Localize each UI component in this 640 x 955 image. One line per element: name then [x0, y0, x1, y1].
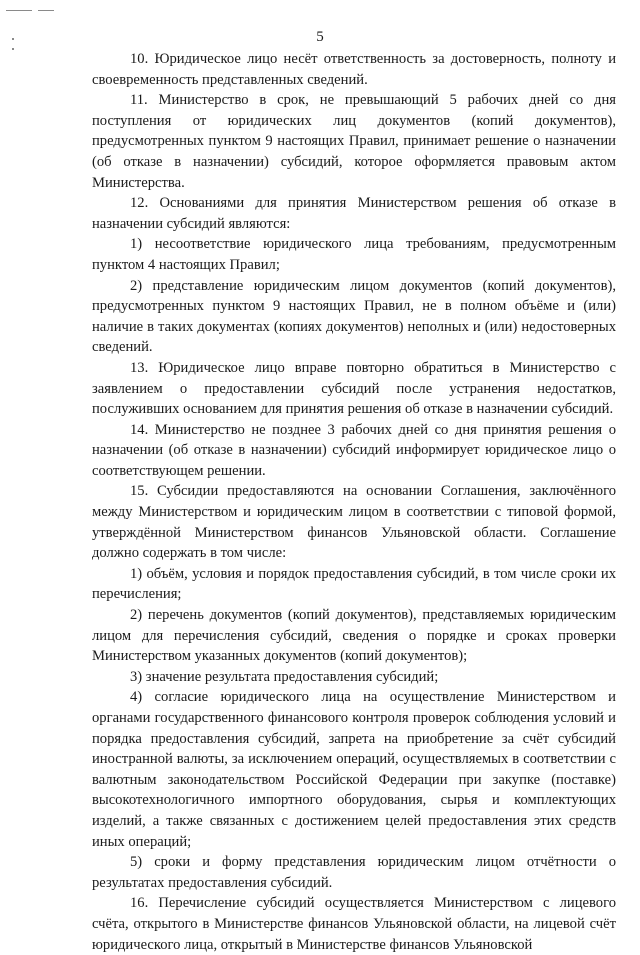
scan-artifact	[12, 48, 14, 50]
paragraph-10: 10. Юридическое лицо несёт ответственность за достоверность, полноту и своевременность представленных сведений.	[92, 51, 616, 88]
paragraph-15-item-1: 1) объём, условия и порядок предоставления субсидий, в том числе сроки их перечисления;	[92, 565, 616, 603]
paragraph-15: 15. Субсидии предоставляются на основании Соглашения, заключённого между Министерством и юридическим лицом в соответствии с типовой формой, утверждённой Министерством финансов Ульяновской области. Соглашение должно содержать в том числе:	[92, 483, 616, 562]
paragraph-14: 14. Министерство не позднее 3 рабочих дней со дня принятия решения о назначении (об отказе в назначении) субсидий информирует юридическое лицо о соответствующем решении.	[92, 421, 616, 479]
paragraph-15-item-3: 3) значение результата предоставления субсидий;	[130, 668, 439, 685]
paragraph-15-item-4: 4) согласие юридического лица на осуществление Министерством и органами государственного финансового контроля проверок соблюдения условий и порядка предоставления субсидий, запрета на приобретение за счёт субсидий иностранной валюты, за исключением операций, осуществляемых в соответствии с валютным законодательством Российской Федерации при закупке (поставке) высокотехнологичного импортного оборудования, сырья и комплектующих изделий, а также связанных с достижением целей предоставления этих средств иных операций;	[92, 689, 616, 850]
paragraph-12: 12. Основаниями для принятия Министерством решения об отказе в назначении субсидий являются:	[92, 195, 616, 232]
paragraph-12-item-1: 1) несоответствие юридического лица требованиям, предусмотренным пунктом 4 настоящих Правил;	[92, 236, 616, 273]
scan-artifact	[38, 10, 54, 11]
paragraph-15-item-5: 5) сроки и форму представления юридическим лицом отчётности о результатах предоставления субсидий.	[92, 854, 616, 891]
paragraph-12-item-2: 2) представление юридическим лицом документов (копий документов), предусмотренных пунктом 9 настоящих Правил, не в полном объёме и (или) наличие в таких документах (копиях документов) неполных и (или) недостоверных сведений.	[92, 277, 616, 356]
paragraph-15-item-2: 2) перечень документов (копий документов), представляемых юридическим лицом для перечисления субсидий, сведения о порядке и сроках проверки Министерством указанных документов (копий документов);	[92, 607, 616, 665]
paragraph-16: 16. Перечисление субсидий осуществляется Министерством с лицевого счёта, открытого в Министерстве финансов Ульяновской области, на лицевой счёт юридического лица, открытый в Министерстве финансов Ульяновской	[92, 895, 616, 953]
paragraph-13: 13. Юридическое лицо вправе повторно обратиться в Министерство с заявлением о предоставлении субсидий после устранения недостатков, послуживших основанием для принятия решения об отказе в назначении субсидий.	[92, 359, 616, 418]
paragraph-11: 11. Министерство в срок, не превышающий 5 рабочих дней со дня поступления от юридических лиц документов (копий документов), предусмотренных пунктом 9 настоящих Правил, принимает решение о назначении (об отказе в назначении) субсидий, которое оформляется правовым актом Министерства.	[92, 92, 616, 191]
page-number: 5	[316, 29, 324, 45]
scan-artifact	[6, 10, 32, 11]
document-body	[92, 49, 616, 955]
